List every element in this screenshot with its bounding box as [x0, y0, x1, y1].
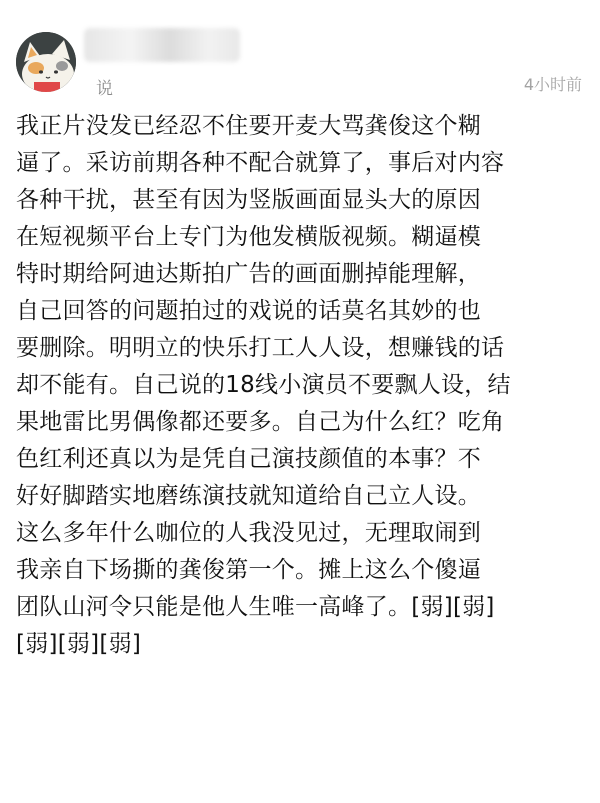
comment-body: 我正片没发已经忍不住要开麦大骂龚俊这个糊 逼了。采访前期各种不配合就算了，事后对内容 各种干扰，甚至有因为竖版画面显头大的原因 在短视频平台上专门为他发横版视频。糊逼模 特时期给阿迪达斯拍广告的画面删掉能理解， 自己回答的问题拍过的戏说的话莫名其妙的也 要删除。明明立的快乐打工人人设，想赚钱的话 却不能有。自己说的18线小演员不要飘人设，结 果地雷比男偶像都还要多。自己为什么红？吃角 色红利还真以为是凭自己演技颜值的本事？不 好好脚踏实地磨练演技就知道给自己立人设。 这么多年什么咖位的人我没见过，无理取闹到 我亲自下场撕的龚俊第一个。摊上这么个傻逼 团队山河令只能是他人生唯一高峰了。[弱][弱] [弱][弱][弱] [16, 113, 511, 657]
user-avatar[interactable] [16, 32, 76, 92]
action-label: 说 [96, 79, 113, 99]
comment-header [0, 0, 600, 108]
blurred-username[interactable] [84, 28, 240, 62]
post-time: 4小时前 [523, 75, 582, 94]
cat-avatar-icon [16, 32, 76, 92]
